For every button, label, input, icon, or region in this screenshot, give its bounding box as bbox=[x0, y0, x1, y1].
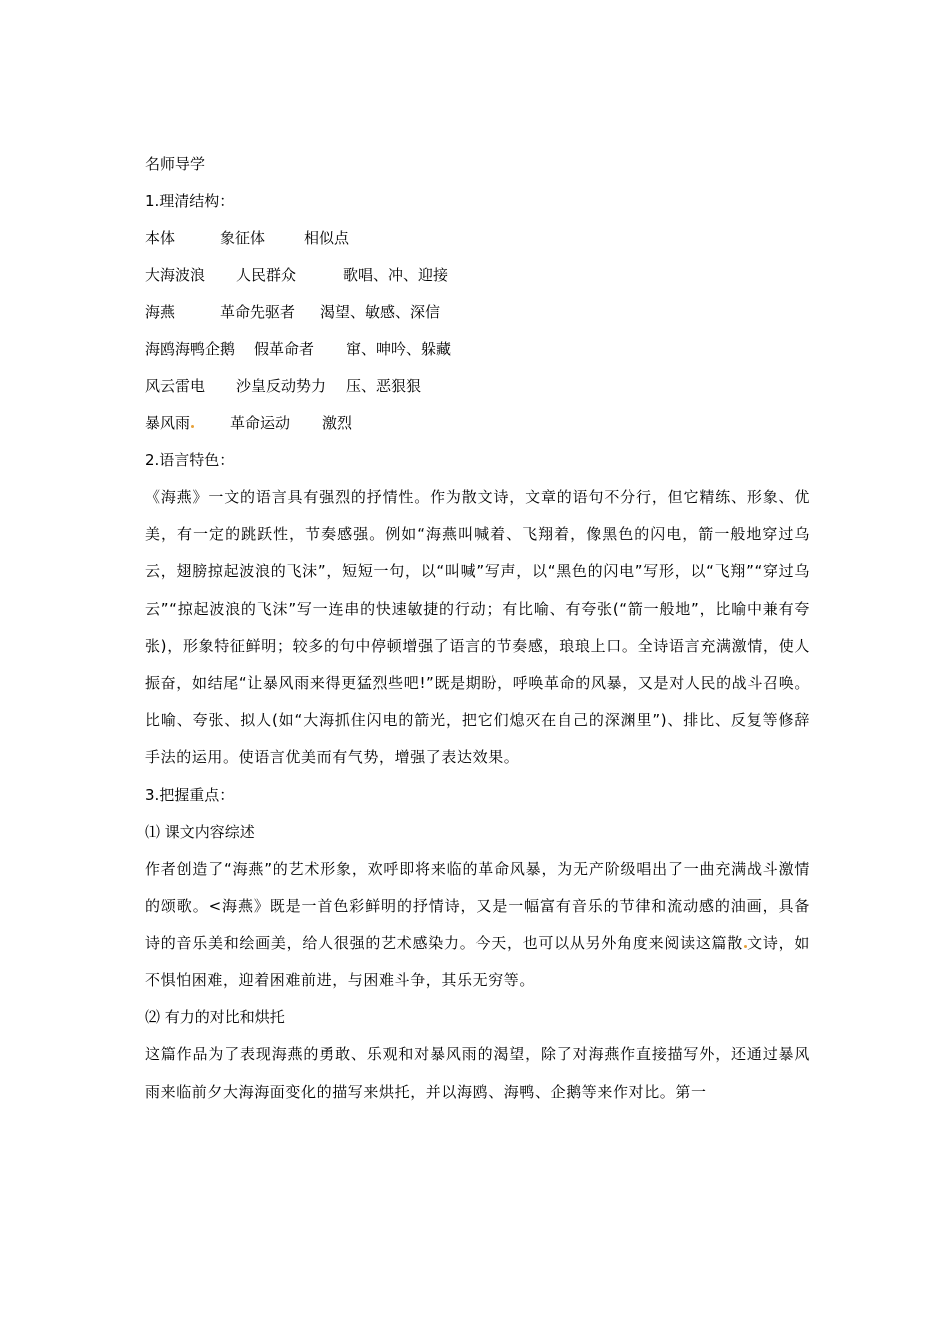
table-cell: 海燕 bbox=[145, 303, 176, 321]
table-cell: 沙皇反动势力 bbox=[236, 377, 327, 395]
table-cell: 风云雷电 bbox=[145, 377, 206, 395]
edit-mark-icon bbox=[191, 425, 194, 428]
content-summary-paragraph bbox=[145, 851, 810, 1000]
table-cell: 海鸥海鸭企鹅 bbox=[145, 340, 236, 358]
section-3-title: 3.把握重点： bbox=[145, 785, 235, 804]
table-header-cell: 象征体 bbox=[220, 229, 266, 247]
table-header-cell: 本体 bbox=[145, 229, 176, 247]
table-cell: 暴风雨 bbox=[145, 414, 191, 432]
subsection-1-title: ⑴ 课文内容综述 bbox=[145, 822, 255, 841]
table-cell: 革命运动 bbox=[230, 414, 291, 432]
table-cell: 革命先驱者 bbox=[220, 303, 296, 321]
table-cell: 渴望、敏感、深信 bbox=[320, 303, 441, 321]
table-cell: 人民群众 bbox=[236, 266, 297, 284]
structure-table-header bbox=[145, 220, 810, 257]
table-cell-with-mark bbox=[145, 405, 194, 442]
table-row bbox=[145, 368, 810, 405]
section-2-title: 2.语言特色： bbox=[145, 451, 235, 469]
content-summary-text-a: 作者创造了“海燕”的艺术形象，欢呼即将来临的革命风暴，为无产阶级唱出了一曲充满战斗激情的颂歌。<海燕》既是一首色彩鲜明的抒情诗，又是一幅富有音乐的节律和流动感的油画，具备诗的音乐美和绘画美，给人很强的艺术感染力。今天，也可以从另外角度来阅读这篇散 bbox=[145, 859, 810, 953]
table-header-cell: 相似点 bbox=[304, 229, 350, 247]
table-cell: 歌唱、冲、迎接 bbox=[343, 266, 449, 284]
content-summary-text-b: 文诗，如不惧怕困难，迎着困难前进，与困难斗争，其乐无穷等。 bbox=[145, 934, 810, 990]
table-cell: 窜、呻吟、躲藏 bbox=[346, 340, 452, 358]
table-cell: 压、恶狠狠 bbox=[346, 377, 422, 395]
page-title: 名师导学 bbox=[145, 155, 206, 173]
table-cell: 假革命者 bbox=[254, 340, 315, 358]
contrast-paragraph: 这篇作品为了表现海燕的勇敢、乐观和对暴风雨的渴望，除了对海燕作直接描写外，还通过暴风雨来临前夕大海海面变化的描写来烘托，并以海鸥、海鸭、企鹅等来作对比。第一 bbox=[145, 1045, 810, 1101]
table-row bbox=[145, 294, 810, 331]
subsection-2-title: ⑵ 有力的对比和烘托 bbox=[145, 1008, 285, 1027]
document-body bbox=[145, 146, 810, 1111]
table-cell: 激烈 bbox=[322, 414, 353, 432]
language-features-paragraph: 《海燕》一文的语言具有强烈的抒情性。作为散文诗，文章的语句不分行，但它精练、形象、优美，有一定的跳跃性，节奏感强。例如“海燕叫喊着、飞翔着，像黑色的闪电，箭一般地穿过乌云，翅膀掠起波浪的飞沫”，短短一句，以“叫喊”写声，以“黑色的闪电”写形，以“飞翔”“穿过乌云”“掠起波浪的飞沫”写一连串的快速敏捷的行动；有比喻、有夸张(“箭一般地”，比喻中兼有夸张)，形象特征鲜明；较多的句中停顿增强了语言的节奏感，琅琅上口。全诗语言充满激情，使人振奋，如结尾“让暴风雨来得更猛烈些吧!”既是期盼，呼唤革命的风暴，又是对人民的战斗召唤。比喻、夸张、拟人(如“大海抓住闪电的箭光，把它们熄灭在自己的深渊里”)、排比、反复等修辞手法的运用。使语言优美而有气势，增强了表达效果。 bbox=[145, 488, 810, 767]
table-row bbox=[145, 405, 810, 442]
table-row bbox=[145, 257, 810, 294]
section-1-title: 1.理清结构： bbox=[145, 192, 235, 210]
table-row bbox=[145, 331, 810, 368]
table-cell: 大海波浪 bbox=[145, 266, 206, 284]
